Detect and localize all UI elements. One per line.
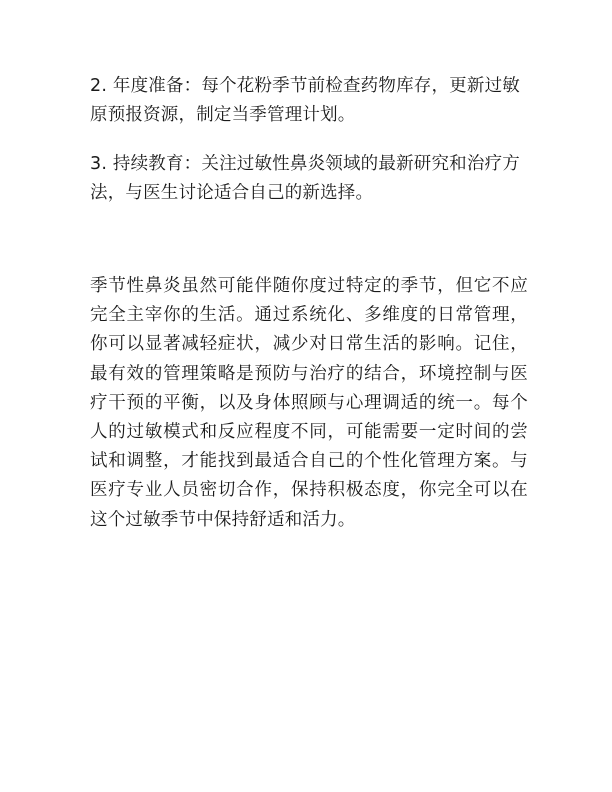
list-item-number: 2. — [90, 76, 108, 96]
list-item-text: 持续教育：关注过敏性鼻炎领域的最新研究和治疗方法，与医生讨论适合自己的新选择。 — [90, 154, 520, 203]
list-item — [90, 150, 530, 208]
list-item-text: 年度准备：每个花粉季节前检查药物库存，更新过敏原预报资源，制定当季管理计划。 — [90, 76, 520, 125]
conclusion-paragraph: 季节性鼻炎虽然可能伴随你度过特定的季节，但它不应完全主宰你的生活。通过系统化、多维度的日常管理，你可以显著减轻症状，减少对日常生活的影响。记住，最有效的管理策略是预防与治疗的结合，环境控制与医疗干预的平衡，以及身体照顾与心理调适的统一。每个人的过敏模式和反应程度不同，可能需要一定时间的尝试和调整，才能找到最适合自己的个性化管理方案。与医疗专业人员密切合作，保持积极态度，你完全可以在这个过敏季节中保持舒适和活力。 — [90, 276, 528, 530]
list-item-number: 3. — [90, 154, 108, 174]
list-item — [90, 72, 530, 130]
